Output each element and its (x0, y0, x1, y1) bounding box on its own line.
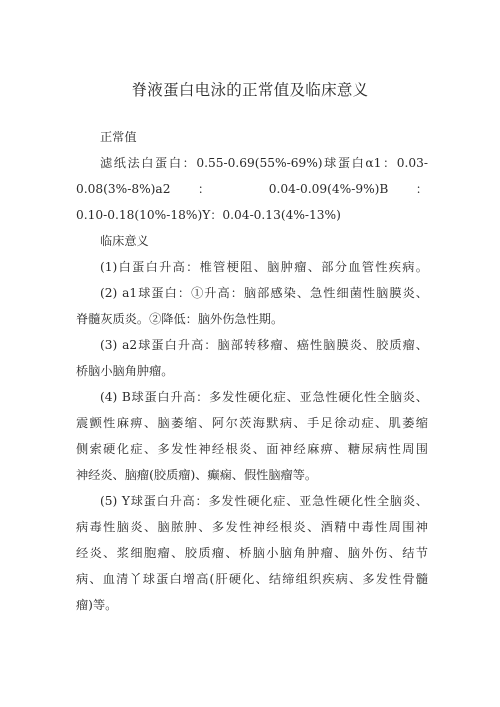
document-title: 脊液蛋白电泳的正常值及临床意义 (131, 81, 369, 99)
text-line: 脊髓灰质炎。②降低：脑外伤急性期。 (76, 312, 284, 326)
text-line: 震颤性麻痹、脑萎缩、阿尔茨海默病、手足徐动症、肌萎缩 (76, 416, 428, 430)
text-line: 侧索硬化症、多发性神经根炎、面神经麻痹、糖尿病性周围 (76, 442, 428, 456)
text-line: (1)白蛋白升高：椎管梗阻、脑肿瘤、部分血管性疾病。 (100, 260, 428, 274)
section-heading-clinical-significance: 临床意义 (100, 234, 149, 248)
document-body (76, 124, 428, 618)
text-line: (5) Y球蛋白升高：多发性硬化症、亚急性硬化性全脑炎、 (100, 494, 428, 508)
text-line: 病毒性脑炎、脑脓肿、多发性神经根炎、酒精中毒性周围神 (76, 520, 428, 534)
text-line: 经炎、浆细胞瘤、胶质瘤、桥脑小脑角肿瘤、脑外伤、结节 (76, 546, 428, 560)
text-line: 病、血清丫球蛋白增高(肝硬化、结缔组织疾病、多发性骨髓 (76, 572, 428, 586)
text-line: 神经炎、脑瘤(胶质瘤)、癫痫、假性脑瘤等。 (76, 468, 318, 482)
text-line: (4) B球蛋白升高：多发性硬化症、亚急性硬化性全脑炎、 (100, 390, 428, 404)
section-heading-normal-values: 正常值 (100, 130, 137, 144)
text-line: 滤纸法白蛋白：0.55-0.69(55%-69%)球蛋白α1：0.03- (100, 156, 428, 170)
text-line: (3) a2球蛋白升高：脑部转移瘤、癌性脑膜炎、胶质瘤、 (100, 338, 428, 352)
text-line: 0.08(3%-8%)a2： 0.04-0.09(4%-9%)B： (76, 182, 428, 196)
text-line: 0.10-0.18(10%-18%)Y：0.04-0.13(4%-13%) (76, 208, 341, 222)
text-line: (2) a1球蛋白：①升高：脑部感染、急性细菌性脑膜炎、 (100, 286, 428, 300)
text-line: 桥脑小脑角肿瘤。 (76, 364, 174, 378)
text-line: 瘤)等。 (76, 598, 118, 612)
